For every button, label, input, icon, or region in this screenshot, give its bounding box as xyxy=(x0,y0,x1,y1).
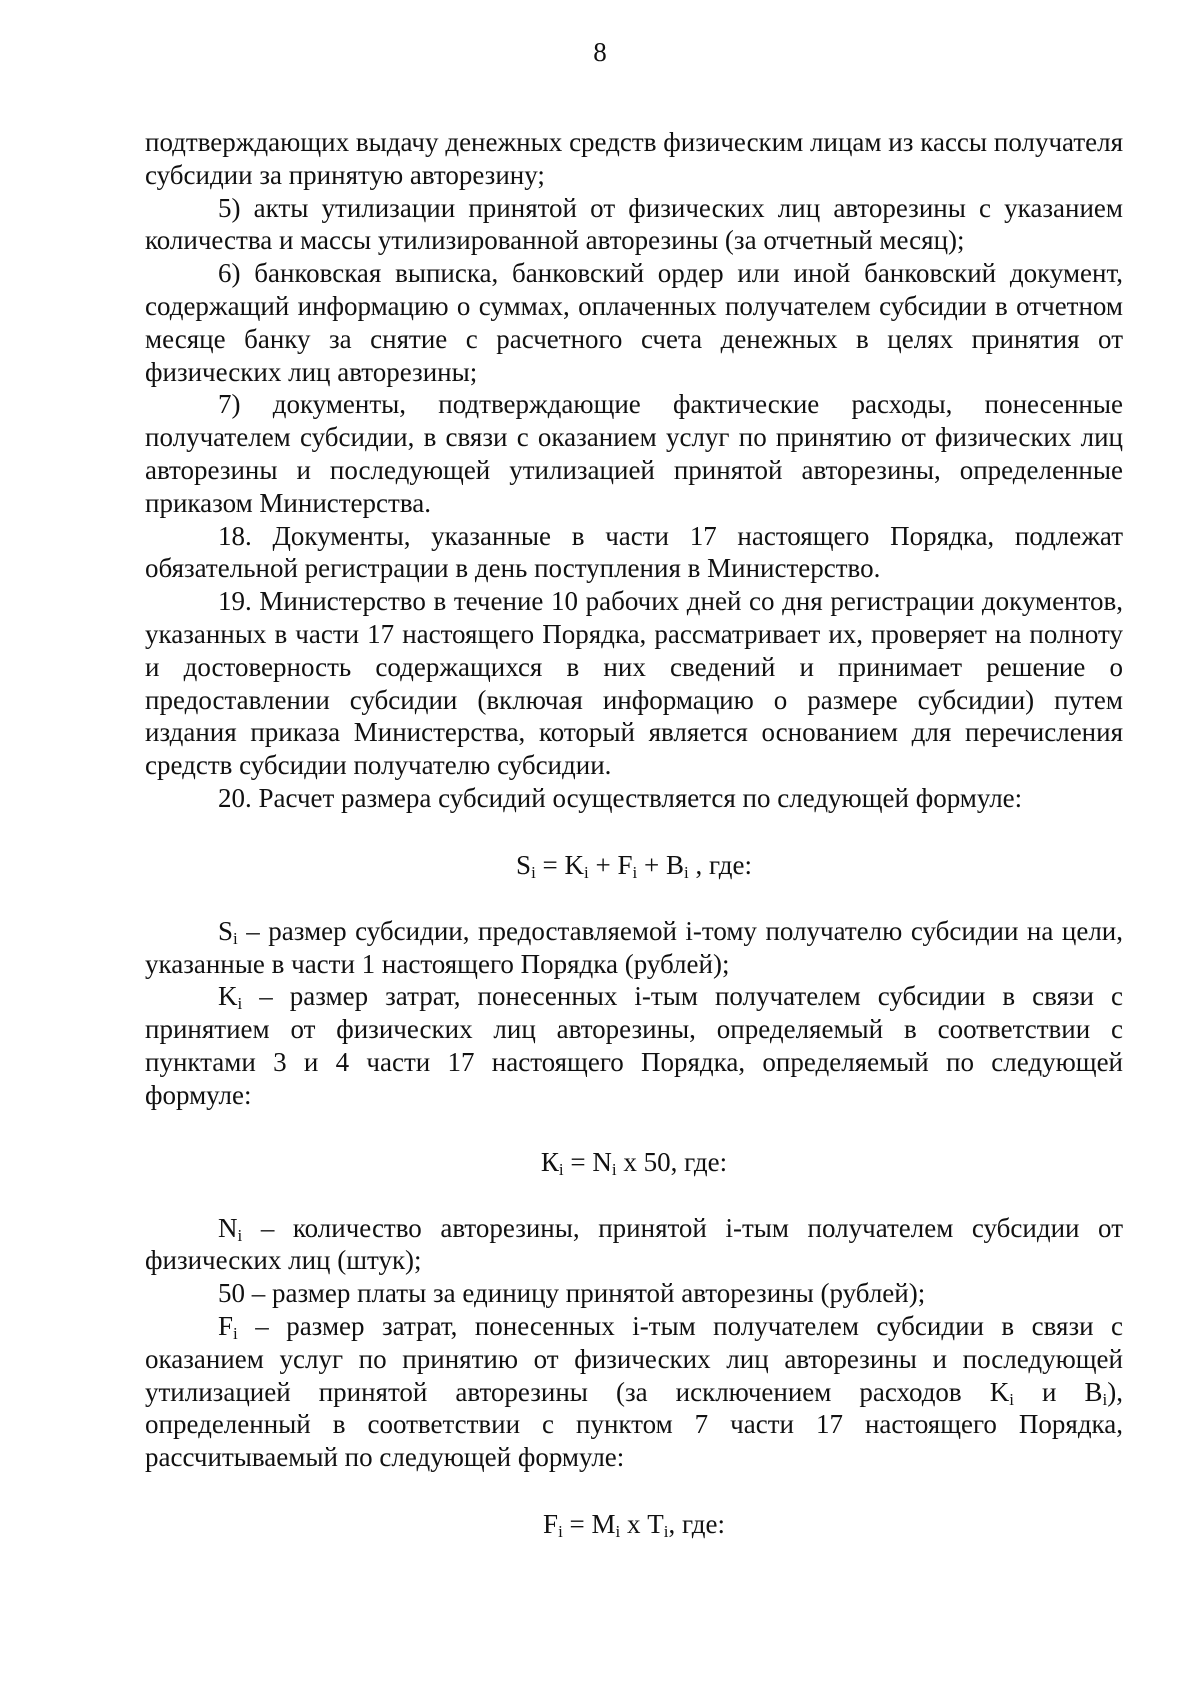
paragraph-item-7: 7) документы, подтверждающие фактические расходы, понесенные получателем субсидии, в связи с оказанием услуг по принятию от физических лиц авторезины и последующей утилизацией принятой авторезины, определенные приказом Министерства. xyxy=(145,389,1123,518)
definition-n: $N_i$ – количество авторезины, принятой i-тым получателем субсидии от физических лиц (штук); xyxy=(145,1212,1123,1276)
page-number: 8 xyxy=(593,37,607,67)
paragraph-18: 18. Документы, указанные в части 17 настоящего Порядка, подлежат обязательной регистрации в день поступления в Министерство. xyxy=(145,520,1123,584)
paragraph-continuation: подтверждающих выдачу денежных средств физическим лицам из кассы получателя субсидии за принятую авторезину; xyxy=(145,127,1123,190)
paragraph-item-6: 6) банковская выписка, банковский ордер или иной банковский документ, содержащий информацию о суммах, оплаченных получателем субсидии в отчетном месяце банку за снятие с расчетного счета денежных в целях принятия от физических лиц авторезины; xyxy=(145,258,1123,387)
formula-f: $F_i = M_i$ х $T_i$, где: xyxy=(543,1508,725,1541)
definition-f: $F_i$ – размер затрат, понесенных i-тым получателем субсидии в связи с оказанием услуг по принятию от физических лиц авторезины и последующей утилизацией принятой авторезины (за исключением расходов $K_i$ и $B_i$), определенный в соответствии с пунктом 7 части 17 настоящего Порядка, рассчитываемый по следующей формуле: xyxy=(145,1310,1123,1473)
definition-k: $K_i$ – размер затрат, понесенных i-тым получателем субсидии в связи с принятием от физических лиц авторезины, определяемый в соответствии с пунктами 3 и 4 части 17 настоящего Порядка, определяемый по следующей формуле: xyxy=(145,981,1123,1110)
paragraph-19: 19. Министерство в течение 10 рабочих дней со дня регистрации документов, указанных в части 17 настоящего Порядка, рассматривает их, проверяет на полноту и достоверность содержащихся в них сведений и принимает решение о предоставлении субсидии (включая информацию о размере субсидии) путем издания приказа Министерства, который является основанием для перечисления средств субсидии получателю субсидии. xyxy=(145,586,1123,781)
paragraph-item-5: 5) акты утилизации принятой от физических лиц авторезины с указанием количества и массы утилизированной авторезины (за отчетный месяц); xyxy=(145,192,1123,256)
definition-50: 50 – размер платы за единицу принятой авторезины (рублей); xyxy=(218,1278,926,1309)
document-body xyxy=(145,126,1123,1540)
paragraph-20: 20. Расчет размера субсидий осуществляется по следующей формуле: xyxy=(218,782,1023,813)
formula-k: $К_i = N_i$ х 50, где: xyxy=(540,1146,728,1179)
formula-subsidy: $S_i = K_i + F_i + B_i$ , где: xyxy=(516,849,752,882)
definition-s: $S_i$ – размер субсидии, предоставляемой i-тому получателю субсидии на цели, указанные в части 1 настоящего Порядка (рублей); xyxy=(145,915,1123,979)
